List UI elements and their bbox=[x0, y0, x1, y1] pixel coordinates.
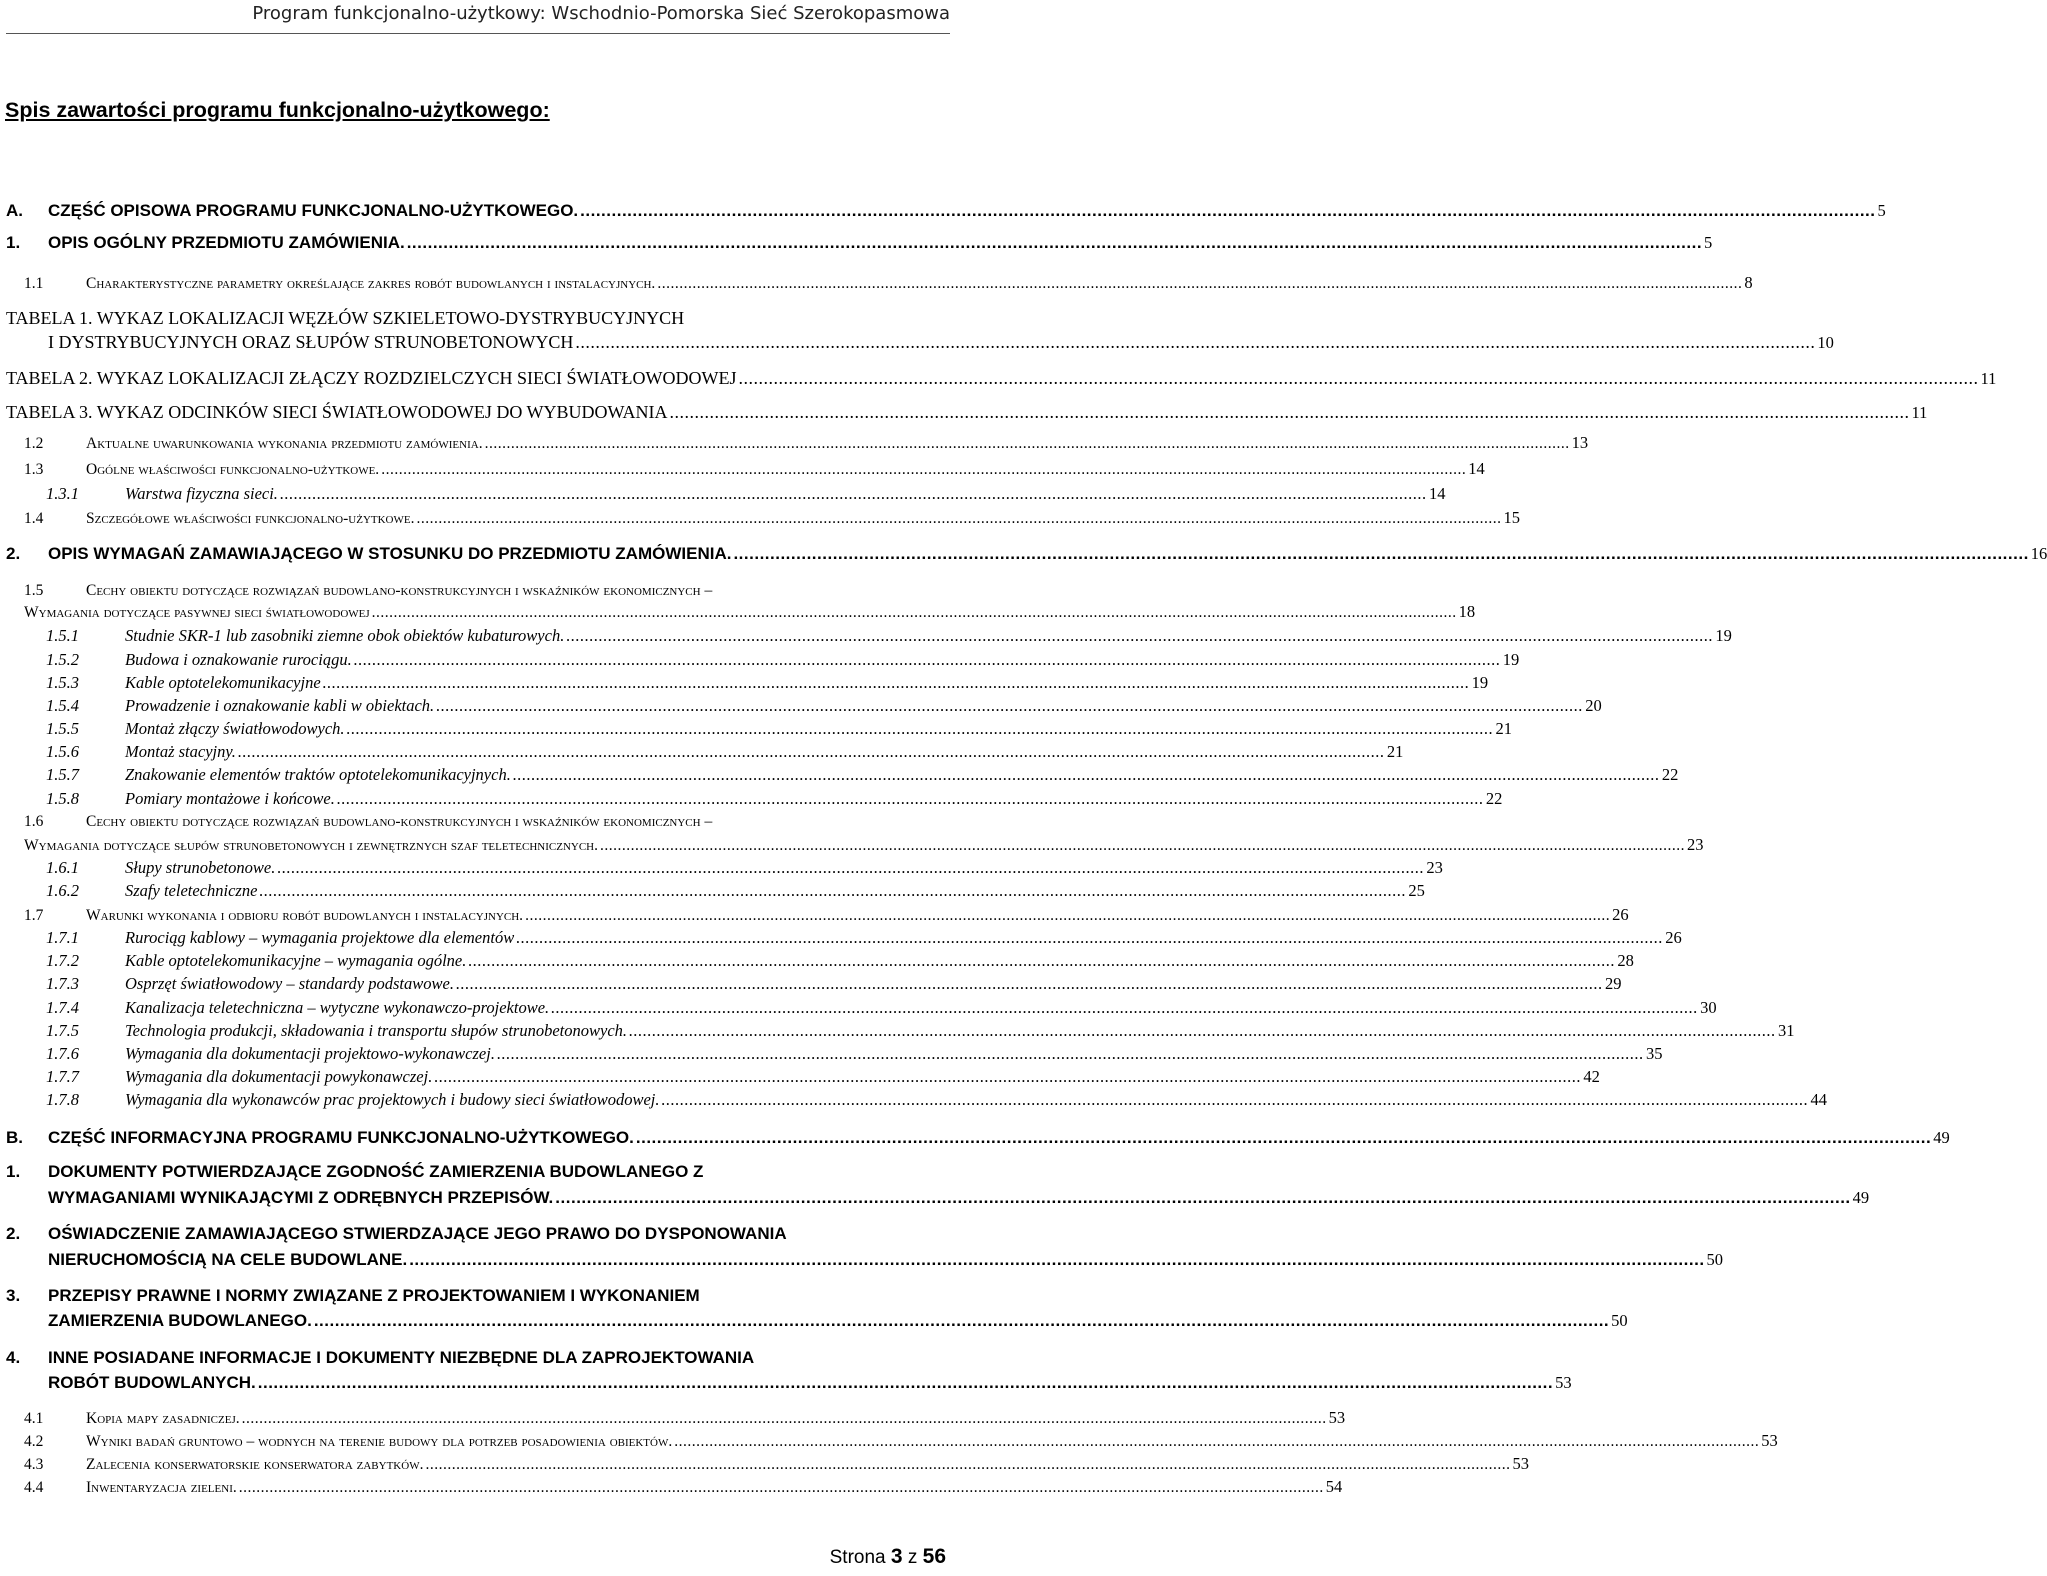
toc-entry-title: PRZEPISY PRAWNE I NORMY ZWIĄZANE Z PROJEKTOWANIEM I WYKONANIEM bbox=[48, 1286, 700, 1305]
toc-entry-page: 26 bbox=[1612, 905, 1629, 924]
toc-leader-dots bbox=[566, 623, 1713, 649]
toc-entry[interactable] bbox=[46, 762, 1679, 788]
toc-entry[interactable] bbox=[6, 305, 950, 331]
page-sep: z bbox=[907, 1547, 918, 1568]
toc-leader-dots bbox=[409, 1247, 1704, 1273]
toc-entry-title: Charakterystyczne parametry określające zakres robót budowlanych i instalacyjnych. bbox=[86, 275, 656, 292]
toc-entry-continuation[interactable] bbox=[48, 1185, 1870, 1211]
toc-entry-continuation[interactable] bbox=[24, 599, 1476, 625]
toc-entry-page: 28 bbox=[1617, 951, 1634, 970]
toc-leader-dots bbox=[416, 506, 1501, 532]
toc-entry-title: TABELA 3. WYKAZ ODCINKÓW SIECI ŚWIATŁOWODOWEJ DO WYBUDOWANIA bbox=[6, 402, 668, 422]
toc-entry-title: Montaż stacyjny. bbox=[125, 742, 236, 761]
toc-entry[interactable] bbox=[6, 1221, 950, 1247]
toc-entry-title: OŚWIADCZENIE ZAMAWIAJĄCEGO STWIERDZAJĄCE JEGO PRAWO DO DYSPONOWANIA bbox=[48, 1224, 787, 1243]
toc-entry-page: 5 bbox=[1877, 201, 1886, 220]
toc-entry-number: A. bbox=[6, 201, 23, 220]
toc-entry-title: Technologia produkcji, składowania i transportu słupów strunobetonowych. bbox=[125, 1021, 628, 1040]
toc-entry-title: Warstwa fizyczna sieci. bbox=[125, 484, 278, 503]
toc-entry-title: Szczegółowe właściwości funkcjonalno-użytkowe. bbox=[86, 510, 415, 527]
toc-entry-title-cont: NIERUCHOMOŚCIĄ NA CELE BUDOWLANE. bbox=[48, 1250, 408, 1269]
toc-leader-dots bbox=[407, 230, 1702, 256]
toc-entry-title: Wymagania dla dokumentacji powykonawczej. bbox=[125, 1067, 433, 1086]
toc-entry-number: 1.5.3 bbox=[46, 673, 79, 692]
toc-entry-title-cont: ROBÓT BUDOWLANYCH. bbox=[48, 1373, 256, 1392]
toc-entry-title: Wymagania dla dokumentacji projektowo-wykonawczej. bbox=[125, 1044, 495, 1063]
toc-entry-title: Inwentaryzacja zieleni. bbox=[86, 1479, 237, 1496]
toc-entry[interactable] bbox=[6, 1159, 950, 1185]
toc-entry[interactable] bbox=[6, 1283, 950, 1309]
toc-entry-page: 19 bbox=[1471, 673, 1489, 692]
toc-entry-number: 1.5.5 bbox=[46, 719, 79, 738]
toc-leader-dots bbox=[657, 271, 1742, 297]
toc-entry-page: 5 bbox=[1704, 233, 1713, 252]
toc-entry-page: 14 bbox=[1428, 484, 1446, 503]
toc-entry-title-cont: ZAMIERZENIA BUDOWLANEGO. bbox=[48, 1311, 312, 1330]
toc-entry[interactable] bbox=[6, 230, 1713, 256]
toc-entry-title: Słupy strunobetonowe. bbox=[125, 858, 276, 877]
toc-entry-page: 53 bbox=[1512, 1454, 1529, 1473]
toc-entry-title: Rurociąg kablowy – wymagania projektowe dla elementów bbox=[125, 928, 515, 947]
toc-entry-page: 10 bbox=[1817, 333, 1834, 352]
toc-leader-dots bbox=[575, 329, 1815, 355]
toc-leader-dots bbox=[280, 481, 1427, 507]
toc-entry-page: 23 bbox=[1426, 858, 1443, 877]
toc-leader-dots bbox=[555, 1185, 1850, 1211]
toc-entry-continuation[interactable] bbox=[48, 1308, 1628, 1334]
toc-entry-title-cont: WYMAGANIAMI WYNIKAJĄCYMI Z ODRĘBNYCH PRZEPISÓW. bbox=[48, 1188, 554, 1207]
toc-entry-title: Prowadzenie i oznakowanie kabli w obiektach. bbox=[125, 696, 435, 715]
toc-entry-page: 21 bbox=[1386, 742, 1404, 761]
toc-entry[interactable] bbox=[6, 1125, 1950, 1151]
toc-entry[interactable] bbox=[6, 1345, 950, 1371]
toc-entry-title: OPIS WYMAGAŃ ZAMAWIAJĄCEGO W STOSUNKU DO PRZEDMIOTU ZAMÓWIENIA. bbox=[48, 544, 732, 563]
toc-entry-continuation[interactable] bbox=[48, 329, 1834, 355]
toc-entry-page: 11 bbox=[1911, 403, 1928, 422]
toc-entry-number: 4.1 bbox=[24, 1410, 44, 1427]
toc-entry-title: Studnie SKR-1 lub zasobniki ziemne obok obiektów kubaturowych. bbox=[125, 626, 565, 645]
toc-entry-number: 1.7.4 bbox=[46, 998, 79, 1017]
toc-entry-page: 15 bbox=[1503, 508, 1520, 527]
toc-entry-title: Warunki wykonania i odbioru robót budowlanych i instalacyjnych. bbox=[86, 907, 524, 924]
toc-entry-page: 8 bbox=[1744, 273, 1753, 292]
toc-entry-page: 53 bbox=[1555, 1373, 1572, 1392]
toc-entry-number: 1.5.4 bbox=[46, 696, 79, 715]
toc-leader-dots bbox=[381, 457, 1466, 483]
toc-entry-page: 16 bbox=[2030, 544, 2047, 563]
toc-entry-number: 4.3 bbox=[24, 1456, 44, 1473]
toc-entry[interactable] bbox=[46, 1087, 1828, 1113]
toc-entry-page: 44 bbox=[1810, 1090, 1828, 1109]
toc-entry-number: 1.7.1 bbox=[46, 928, 79, 947]
toc-entry-number: 1.7.7 bbox=[46, 1067, 79, 1086]
toc-entry-page: 53 bbox=[1328, 1408, 1346, 1427]
toc-entry-number: 1.7.6 bbox=[46, 1044, 79, 1063]
toc-entry[interactable] bbox=[24, 1474, 1343, 1500]
toc-leader-dots bbox=[733, 541, 2028, 567]
toc-leader-dots bbox=[580, 198, 1875, 224]
toc-entry-title: Kable optotelekomunikacyjne – wymagania ogólne. bbox=[125, 951, 467, 970]
toc-leader-dots bbox=[456, 971, 1603, 997]
toc-entry-title: Osprzęt światłowodowy – standardy podstawowe. bbox=[125, 974, 454, 993]
toc-entry-title: Kopia mapy zasadniczej. bbox=[86, 1410, 240, 1427]
toc-entry-number: 1.5 bbox=[24, 582, 44, 599]
toc-entry[interactable] bbox=[6, 541, 2047, 567]
toc-leader-dots bbox=[239, 1475, 1324, 1501]
page-footer bbox=[830, 1545, 946, 1569]
toc-entry-number: 1.6.2 bbox=[46, 881, 79, 900]
toc-entry-page: 31 bbox=[1778, 1021, 1795, 1040]
toc-entry-title: Wymagania dla wykonawców prac projektowych i budowy sieci światłowodowej. bbox=[125, 1090, 660, 1109]
toc-entry-page: 49 bbox=[1933, 1128, 1950, 1147]
toc-entry-page: 50 bbox=[1611, 1311, 1628, 1330]
header-text: Program funkcjonalno-użytkowy: Wschodnio-Pomorska Sieć Szerokopasmowa bbox=[252, 3, 950, 24]
toc-entry-number: 4. bbox=[6, 1348, 21, 1367]
page-total: 56 bbox=[922, 1545, 946, 1568]
toc-entry-number: 4.4 bbox=[24, 1479, 44, 1496]
toc-entry[interactable] bbox=[46, 623, 1732, 649]
toc-entry-page: 42 bbox=[1583, 1067, 1600, 1086]
toc-entry-page: 50 bbox=[1706, 1250, 1724, 1269]
toc-entry-number: 1.7.3 bbox=[46, 974, 79, 993]
toc-entry-title: DOKUMENTY POTWIERDZAJĄCE ZGODNOŚĆ ZAMIERZENIA BUDOWLANEGO Z bbox=[48, 1162, 704, 1181]
toc-entry[interactable] bbox=[46, 971, 1622, 997]
toc-entry-number: 1.5.1 bbox=[46, 626, 79, 645]
toc-entry[interactable] bbox=[6, 198, 1886, 224]
toc-entry-title: OPIS OGÓLNY PRZEDMIOTU ZAMÓWIENIA. bbox=[48, 233, 405, 252]
toc-entry-number: 2. bbox=[6, 544, 21, 563]
toc-entry-page: 30 bbox=[1700, 998, 1717, 1017]
page-label: Strona bbox=[829, 1547, 886, 1568]
toc-entry[interactable] bbox=[24, 270, 1753, 296]
toc-entry-number: B. bbox=[6, 1128, 23, 1147]
toc-entry-page: 22 bbox=[1485, 789, 1503, 808]
toc-entry-title: Aktualne uwarunkowania wykonania przedmiotu zamówienia. bbox=[86, 435, 483, 452]
toc-entry-page: 19 bbox=[1715, 626, 1732, 645]
toc-entry-title-cont: Wymagania dotyczące pasywnej sieci światłowodowej bbox=[24, 604, 370, 621]
toc-leader-dots bbox=[738, 365, 1978, 391]
toc-entry-title: CZĘŚĆ OPISOWA PROGRAMU FUNKCJONALNO-UŻYTKOWEGO. bbox=[48, 201, 579, 220]
toc-entry[interactable] bbox=[24, 456, 1485, 482]
document-title: Spis zawartości programu funkcjonalno-użytkowego: bbox=[5, 98, 550, 122]
toc-entry-page: 26 bbox=[1665, 928, 1682, 947]
toc-entry-page: 19 bbox=[1502, 650, 1520, 669]
toc-entry-number: 1.4 bbox=[24, 510, 44, 527]
toc-entry-title: Szafy teletechniczne bbox=[125, 881, 258, 900]
toc-entry-number: 1.7.5 bbox=[46, 1021, 79, 1040]
toc-entry-title: Ogólne właściwości funkcjonalno-użytkowe. bbox=[86, 461, 380, 478]
toc-entry[interactable] bbox=[6, 365, 1997, 391]
toc-entry-title: Pomiary montażowe i końcowe. bbox=[125, 789, 335, 808]
toc-entry-title: Cechy obiektu dotyczące rozwiązań budowlano-konstrukcyjnych i wskaźników ekonomicznych – bbox=[86, 813, 713, 830]
toc-entry-page: 53 bbox=[1761, 1431, 1778, 1450]
toc-entry-page: 54 bbox=[1325, 1477, 1343, 1496]
toc-entry-number: 4.2 bbox=[24, 1433, 44, 1450]
toc-entry-number: 1.1 bbox=[24, 275, 44, 292]
toc-entry-page: 22 bbox=[1661, 765, 1679, 784]
toc-entry-title: Zalecenia konserwatorskie konserwatora zabytków. bbox=[86, 1456, 424, 1473]
toc-entry-number: 3. bbox=[6, 1286, 21, 1305]
toc-entry-number: 1.6.1 bbox=[46, 858, 79, 877]
toc-entry-number: 1.6 bbox=[24, 813, 44, 830]
toc-entry-page: 23 bbox=[1687, 835, 1704, 854]
toc-entry-number: 1.2 bbox=[24, 435, 44, 452]
toc-entry-title: Budowa i oznakowanie rurociągu. bbox=[125, 650, 352, 669]
toc-entry-title: Cechy obiektu dotyczące rozwiązań budowlano-konstrukcyjnych i wskaźników ekonomicznych – bbox=[86, 582, 713, 599]
toc-entry-title: TABELA 2. WYKAZ LOKALIZACJI ZŁĄCZY ROZDZIELCZYCH SIECI ŚWIATŁOWODOWEJ bbox=[6, 368, 737, 388]
toc-entry-page: 25 bbox=[1408, 881, 1425, 900]
toc-entry-page: 49 bbox=[1852, 1188, 1870, 1207]
toc-leader-dots bbox=[485, 431, 1570, 457]
toc-entry-number: 1.5.6 bbox=[46, 742, 79, 761]
toc-entry-number: 1.7 bbox=[24, 907, 44, 924]
toc-entry-title-cont: I DYSTRYBUCYJNYCH ORAZ SŁUPÓW STRUNOBETONOWYCH bbox=[48, 332, 574, 352]
toc-entry[interactable] bbox=[24, 430, 1589, 456]
toc-leader-dots bbox=[258, 1370, 1553, 1396]
toc-entry-number: 2. bbox=[6, 1224, 21, 1243]
toc-entry-number: 1.5.2 bbox=[46, 650, 79, 669]
toc-leader-dots bbox=[662, 1087, 1809, 1113]
toc-entry-page: 13 bbox=[1571, 433, 1589, 452]
toc-entry-continuation[interactable] bbox=[48, 1370, 1572, 1396]
toc-leader-dots bbox=[314, 1308, 1609, 1334]
toc-entry-page: 11 bbox=[1980, 369, 1997, 388]
toc-leader-dots bbox=[636, 1125, 1931, 1151]
page-current: 3 bbox=[890, 1545, 903, 1568]
toc-entry-continuation[interactable] bbox=[48, 1247, 1724, 1273]
toc-entry-number: 1.7.8 bbox=[46, 1090, 79, 1109]
toc-entry-page: 29 bbox=[1604, 974, 1622, 993]
toc-leader-dots bbox=[513, 762, 1660, 788]
toc-entry-number: 1.5.7 bbox=[46, 765, 79, 784]
toc-entry-title: TABELA 1. WYKAZ LOKALIZACJI WĘZŁÓW SZKIELETOWO-DYSTRYBUCYJNYCH bbox=[6, 308, 685, 328]
toc-entry[interactable] bbox=[46, 878, 1425, 904]
toc-entry-page: 14 bbox=[1468, 459, 1485, 478]
toc-entry[interactable] bbox=[6, 399, 1928, 425]
toc-entry-page: 18 bbox=[1458, 602, 1476, 621]
toc-entry-page: 20 bbox=[1585, 696, 1602, 715]
toc-leader-dots bbox=[669, 399, 1909, 425]
toc-entry-number: 1.7.2 bbox=[46, 951, 79, 970]
toc-entry-page: 21 bbox=[1495, 719, 1513, 738]
toc-entry-number: 1.3.1 bbox=[46, 484, 79, 503]
toc-entry[interactable] bbox=[24, 505, 1520, 531]
toc-entry-title: Kable optotelekomunikacyjne bbox=[125, 673, 321, 692]
toc-entry-title: Wyniki badań gruntowo – wodnych na terenie budowy dla potrzeb posadowienia obiektów. bbox=[86, 1433, 673, 1450]
toc-entry-number: 1.3 bbox=[24, 461, 44, 478]
toc-entry-title: Montaż złączy światłowodowych. bbox=[125, 719, 345, 738]
toc-entry[interactable] bbox=[46, 481, 1446, 507]
toc-entry-page: 35 bbox=[1645, 1044, 1663, 1063]
toc-entry-number: 1.5.8 bbox=[46, 789, 79, 808]
toc-entry-number: 1. bbox=[6, 233, 21, 252]
toc-entry-number: 1. bbox=[6, 1162, 21, 1181]
toc-entry-title: CZĘŚĆ INFORMACYJNA PROGRAMU FUNKCJONALNO-UŻYTKOWEGO. bbox=[48, 1128, 634, 1147]
toc-entry-title: Znakowanie elementów traktów optotelekomunikacyjnych. bbox=[125, 765, 511, 784]
toc-entry-title-cont: Wymagania dotyczące słupów strunobetonowych i zewnętrznych szaf teletechnicznych. bbox=[24, 837, 599, 854]
toc-entry-title: INNE POSIADANE INFORMACJE I DOKUMENTY NIEZBĘDNE DLA ZAPROJEKTOWANIA bbox=[48, 1348, 755, 1367]
toc-entry-title: Kanalizacja teletechniczna – wytyczne wykonawczo-projektowe. bbox=[125, 998, 550, 1017]
toc-leader-dots bbox=[259, 878, 1406, 904]
